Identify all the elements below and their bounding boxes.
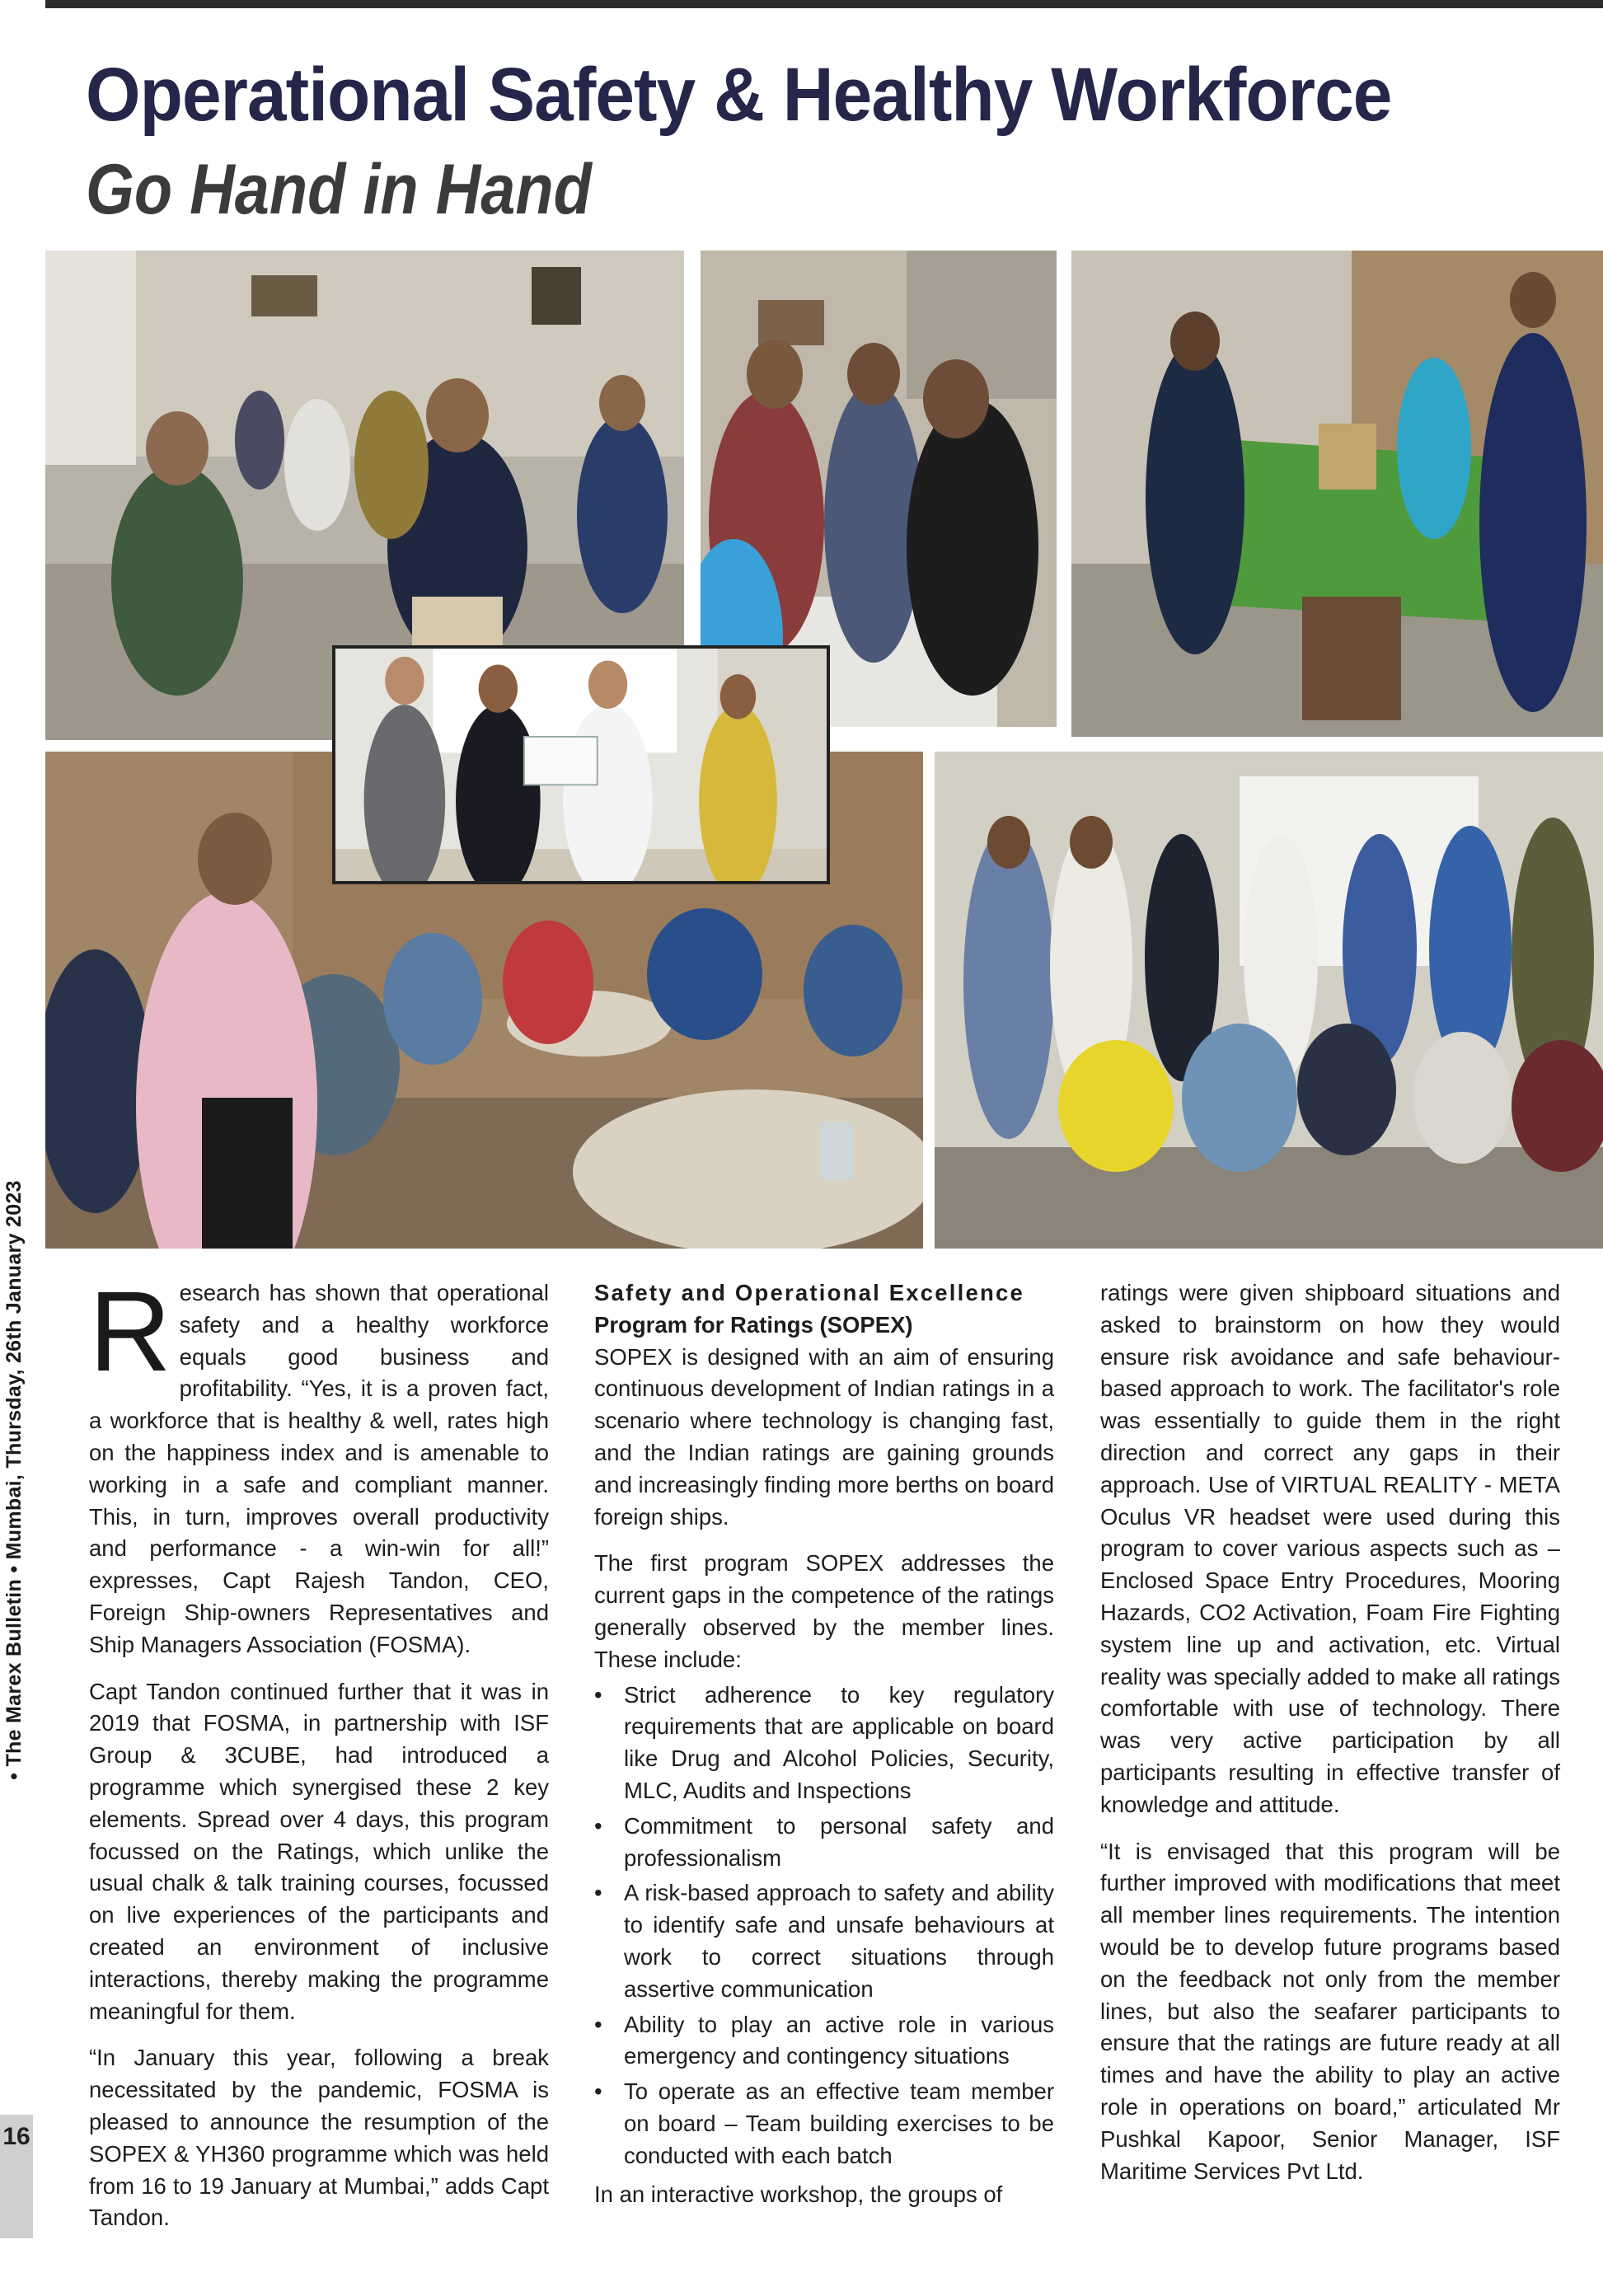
top-rule — [45, 0, 1603, 8]
headline: Operational Safety & Healthy Workforce — [86, 53, 1392, 137]
paragraph: Capt Tandon continued further that it was in 2019 that FOSMA, in partnership with ISF Group & 3CUBE, had introduced a programme which synergised these 2 key elements. Spread over 4 days, this program focussed on the Ratings, which unlike the usual chalk & talk training courses, focussed on live experiences of the participants and created an environment of inclusive interactions, thereby making the programme meaningful for them. — [89, 1678, 549, 2024]
paragraph: In an interactive workshop, the groups of — [594, 2181, 1003, 2207]
paragraph: ratings were given shipboard situations and asked to brainstorm on how they would ensure risk avoidance and safe behaviour-based approach to work. The facilitator's role was essentially to guide them in the right direction and correct any gaps in their approach. Use of VIRTUAL REALITY - META Oculus VR headset were used during this program to cover various aspects such as – Enclosed Space Entry Procedures, Mooring Hazards, CO2 Activation, Foam Fire Fighting system line up and activation, etc. Virtual reality was specially added to make all ratings comfortable with use of technology. There was very active participation by all participants resulting in effective transfer of knowledge and attitude. — [1100, 1280, 1560, 1817]
section-heading-line-2: Program for Ratings (SOPEX) — [594, 1311, 913, 1338]
running-footer: • The Marex Bulletin • Mumbai, Thursday, 26th January 2023 — [2, 1180, 26, 1780]
list-item: • Commitment to personal safety and professionalism — [594, 1811, 1054, 1875]
paragraph: “In January this year, following a break necessitated by the pandemic, FOSMA is pleased to announce the resumption of the SOPEX & YH360 programme which was held from 16 to 19 January at Mumbai,” adds Capt Tandon. — [89, 2045, 549, 2231]
paragraph: “It is envisaged that this program will be further improved with modifications that meet all member lines requirements. The intention would be to develop future programs based on the feedback not only from the member lines, but also the seafarer participants to ensure that the ratings are future ready at all times and have the ability to play an active role in operations on board,” articulated Mr Pushkal Kapoor, Senior Manager, ISF Maritime Services Pvt Ltd. — [1100, 1838, 1560, 2184]
list-item: • Strict adherence to key regulatory requirements that are applicable on board like Drug and Alcohol Policies, Security, MLC, Audits and Inspections — [594, 1680, 1054, 1807]
list-item: • A risk-based approach to safety and ability to identify safe and unsafe behaviours at work to correct situations through assertive communication — [594, 1877, 1054, 2005]
paragraph: The first program SOPEX addresses the current gaps in the competence of the ratings generally observed by the member lines. These include: — [594, 1550, 1054, 1672]
sub-headline: Go Hand in Hand — [86, 150, 592, 229]
article-column-3 — [1100, 1277, 1560, 2202]
bullet-list — [594, 1680, 1054, 2172]
photo-model-activity — [1071, 251, 1603, 737]
section-heading: Safety and Operational Excellence — [594, 1280, 1024, 1305]
page-number: 16 — [2, 2123, 30, 2150]
photo-group-portrait — [935, 752, 1603, 1249]
article-column-2 — [594, 1277, 1054, 2225]
drop-cap: R — [89, 1268, 171, 1395]
paragraph: Research has shown that operational safety and a healthy workforce equals good business and profitability. “Yes, it is a proven fact, a workforce that is healthy & well, rates high on the happiness index and is amenable to working in a safe and compliant manner. This, in turn, improves overall productivity and performance - a win-win for all!” expresses, Capt Rajesh Tandon, CEO, Foreign Ship-owners Representatives and Ship Managers Association (FOSMA). — [89, 1268, 549, 1657]
article-column-1 — [89, 1268, 549, 2249]
list-item: • To operate as an effective team member on board – Team building exercises to be conducted with each batch — [594, 2076, 1054, 2172]
list-item: • Ability to play an active role in various emergency and contingency situations — [594, 2009, 1054, 2073]
page-number-tab — [0, 2115, 33, 2238]
paragraph: SOPEX is designed with an aim of ensuring continuous development of Indian ratings in a scenario where technology is changing fast, and the Indian ratings are gaining grounds and increasingly finding more berths on board foreign ships. — [594, 1343, 1054, 1530]
photo-certificate-presentation — [332, 645, 830, 884]
